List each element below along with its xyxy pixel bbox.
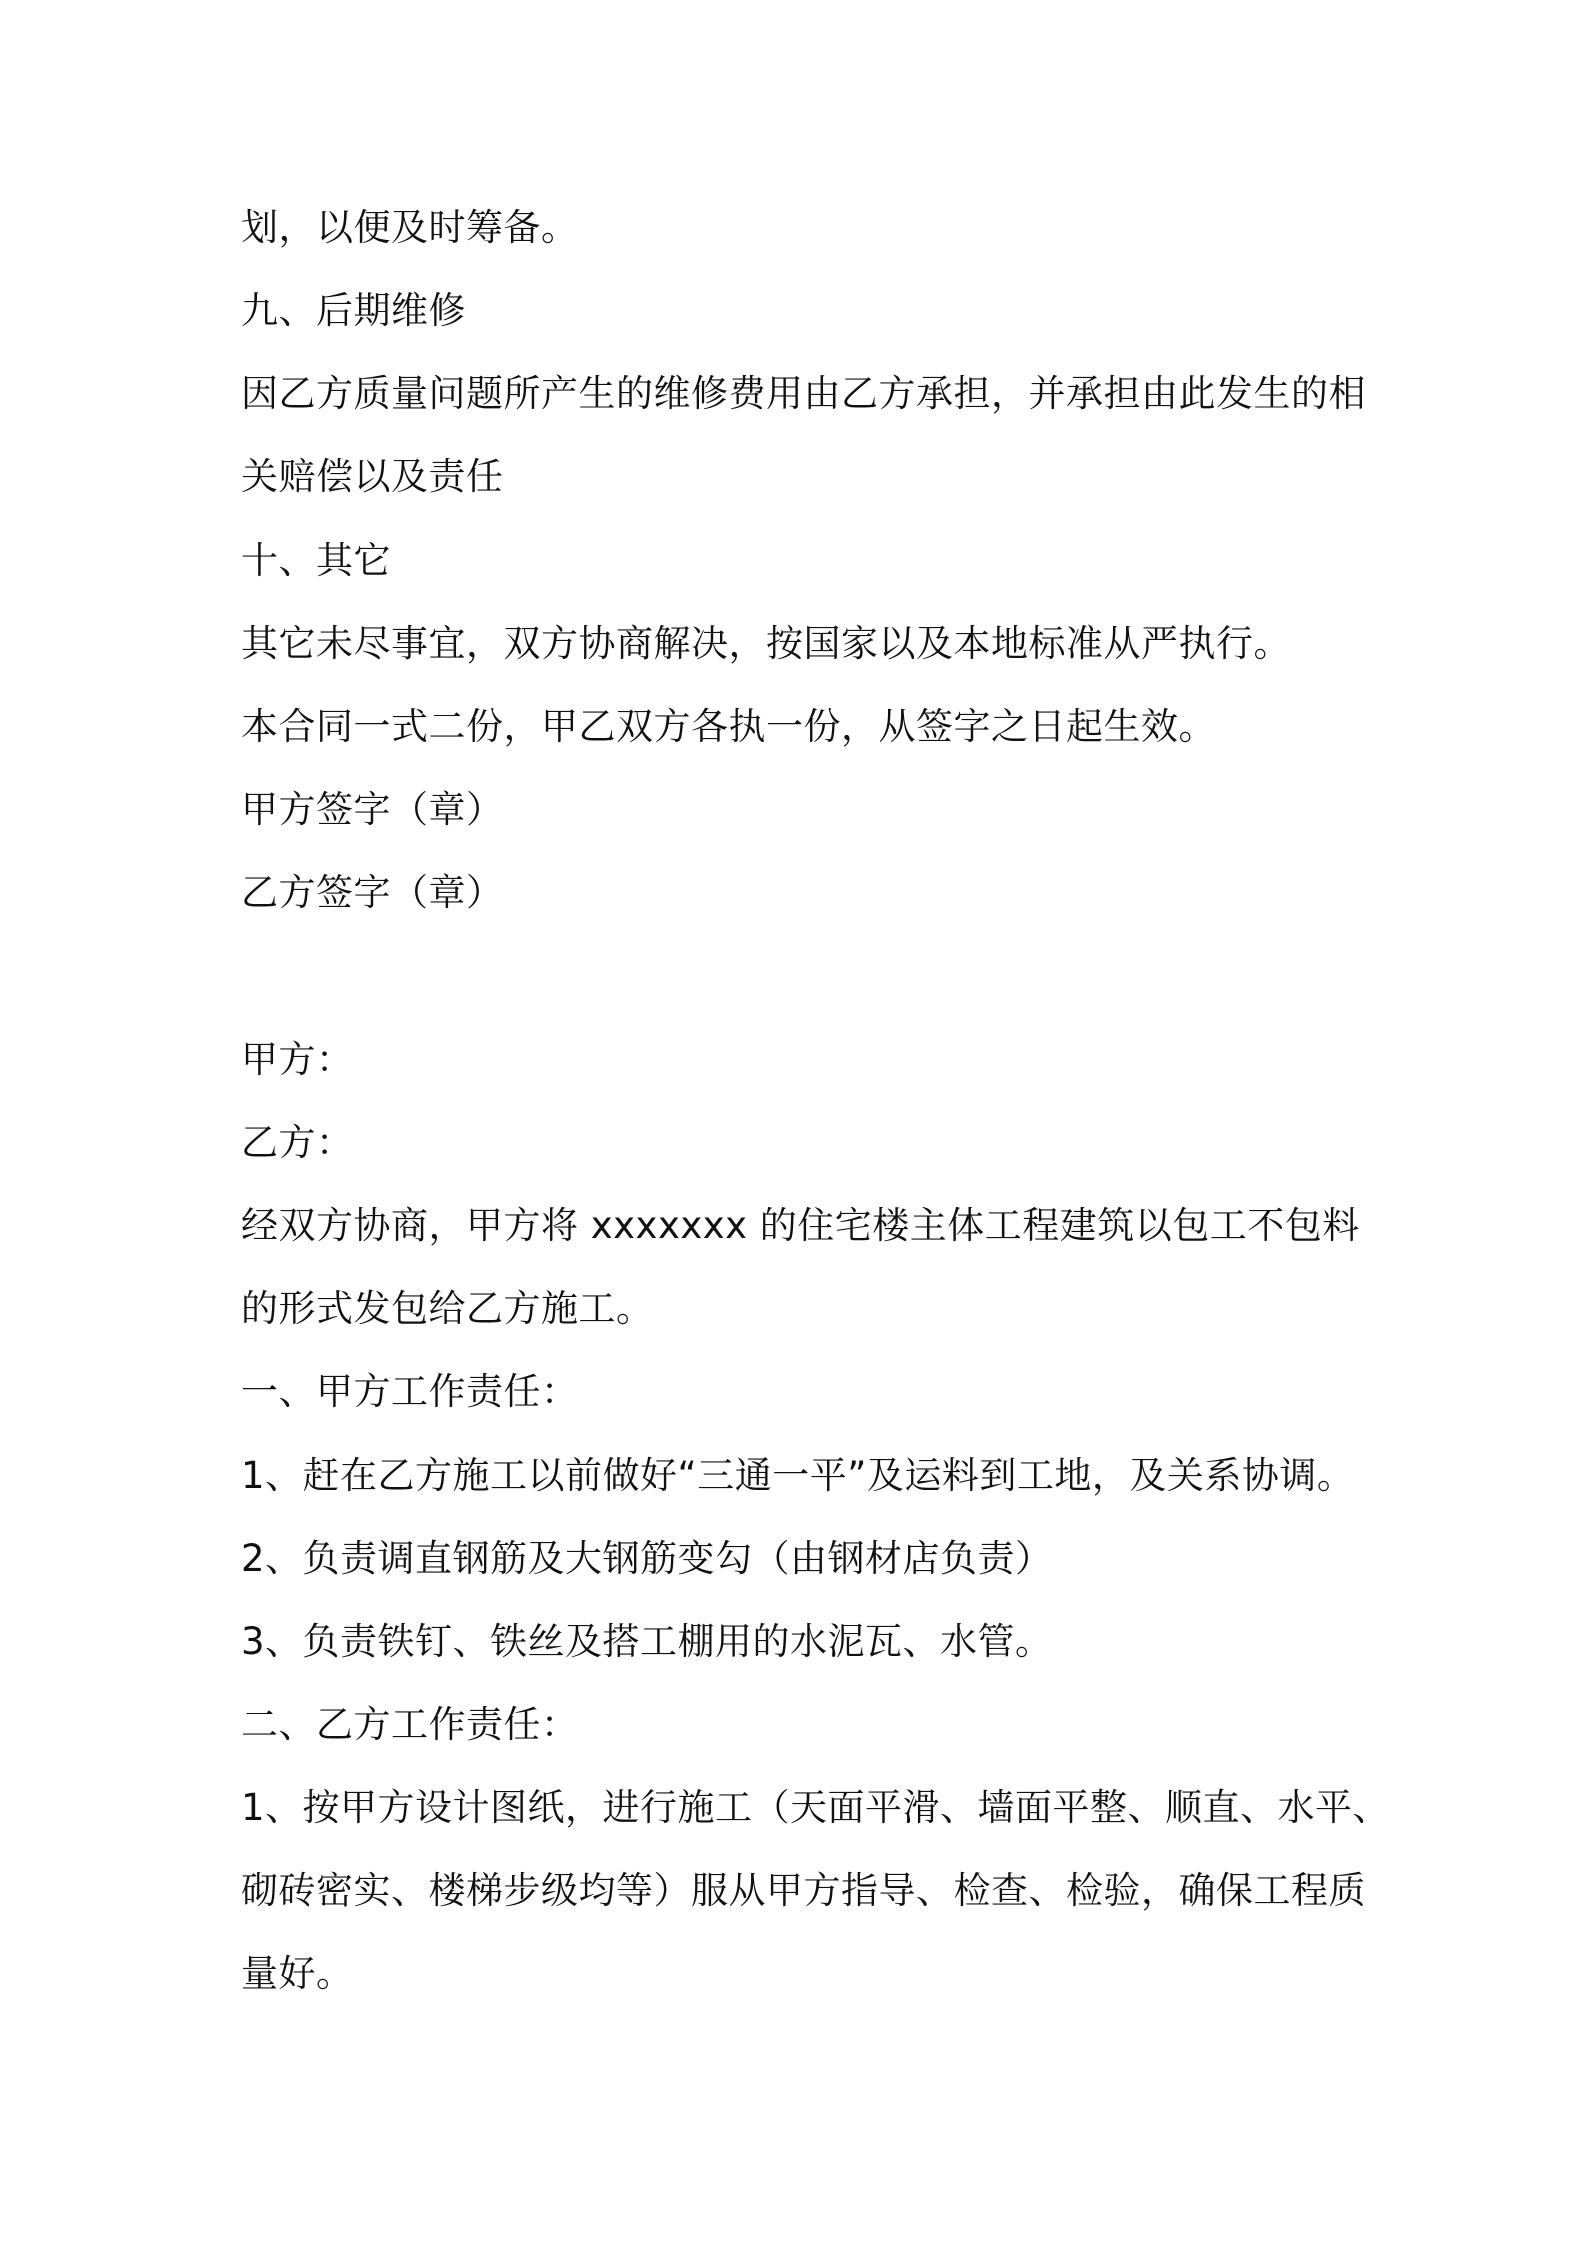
text-line: 砌砖密实、楼梯步级均等）服从甲方指导、检查、检验，确保工程质 bbox=[241, 1869, 1366, 1912]
section-heading: 二、乙方工作责任： bbox=[241, 1703, 579, 1746]
text-line: 关赔偿以及责任 bbox=[241, 455, 504, 498]
text-line: 1、赶在乙方施工以前做好“三通一平”及运料到工地，及关系协调。 bbox=[241, 1454, 1355, 1497]
party-a-label: 甲方： bbox=[241, 1038, 354, 1081]
text-line: 其它未尽事宜，双方协商解决，按国家以及本地标准从严执行。 bbox=[241, 622, 1291, 665]
text-line: 1、按甲方设计图纸，进行施工（天面平滑、墙面平整、顺直、水平、 bbox=[241, 1786, 1391, 1829]
section-heading: 十、其它 bbox=[241, 539, 391, 582]
signature-label-party-a: 甲方签字（章） bbox=[241, 788, 504, 831]
text-line: 本合同一式二份，甲乙双方各执一份，从签字之日起生效。 bbox=[241, 705, 1216, 748]
section-heading: 一、甲方工作责任： bbox=[241, 1370, 579, 1413]
text-line: 的形式发包给乙方施工。 bbox=[241, 1287, 654, 1330]
text-line: 2、负责调直钢筋及大钢筋变勾（由钢材店负责） bbox=[241, 1537, 1053, 1580]
text-line: 经双方协商，甲方将 xxxxxxx 的住宅楼主体工程建筑以包工不包料 bbox=[241, 1204, 1360, 1247]
section-heading: 九、后期维修 bbox=[241, 289, 466, 332]
text-line: 划，以便及时筹备。 bbox=[241, 206, 579, 249]
text-line: 因乙方质量问题所产生的维修费用由乙方承担，并承担由此发生的相 bbox=[241, 372, 1366, 415]
signature-label-party-b: 乙方签字（章） bbox=[241, 871, 504, 914]
party-b-label: 乙方： bbox=[241, 1121, 354, 1164]
text-line: 量好。 bbox=[241, 1952, 354, 1995]
text-line: 3、负责铁钉、铁丝及搭工棚用的水泥瓦、水管。 bbox=[241, 1620, 1053, 1663]
